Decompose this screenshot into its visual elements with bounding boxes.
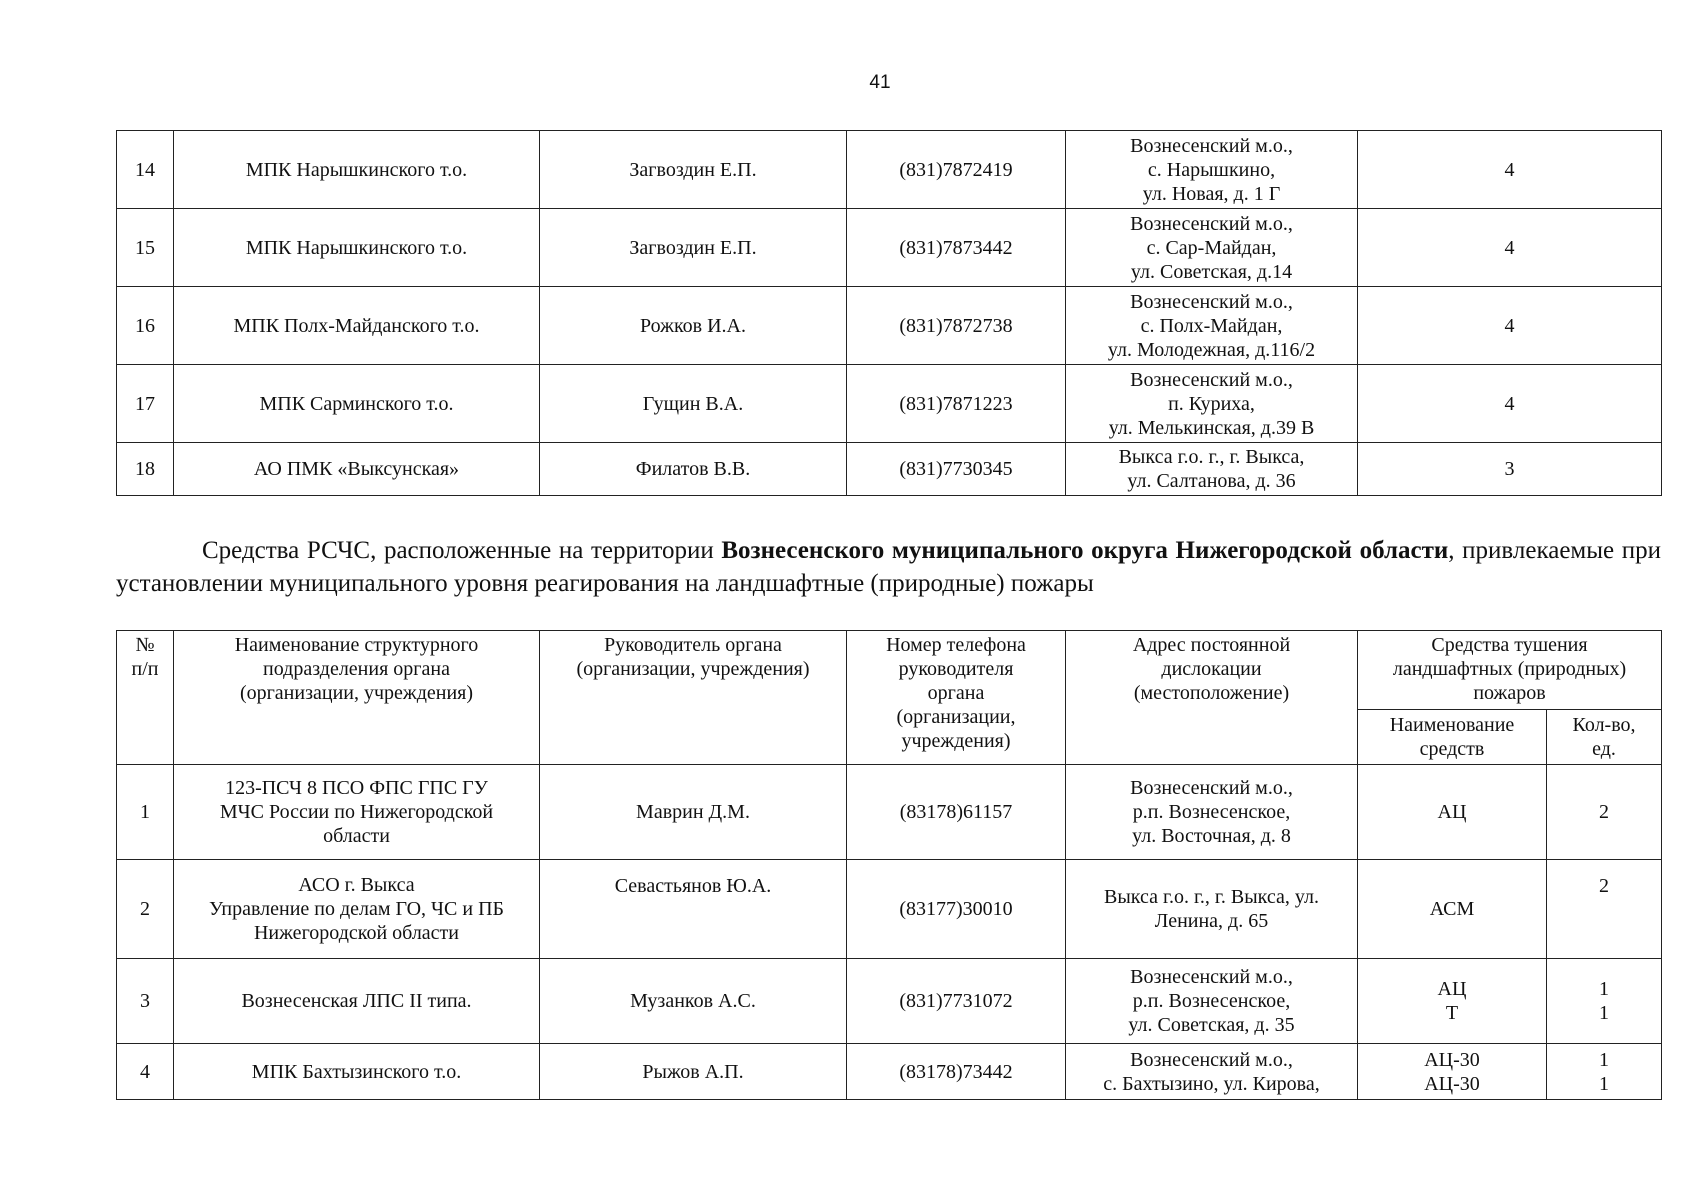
address-line: с. Нарышкино, (1147, 158, 1276, 181)
count: 4 (1358, 131, 1662, 209)
header-line: (организации, (896, 706, 1016, 728)
address-line: с. Полх-Майдан, (1140, 314, 1283, 337)
table-row (117, 959, 1662, 1044)
address (1066, 365, 1358, 443)
address-line: Вознесенский м.о., (1130, 368, 1293, 391)
header-line: Кол-во, (1572, 714, 1636, 736)
count: 4 (1358, 365, 1662, 443)
header-line: (организации, учреждения) (576, 658, 810, 680)
count: 3 (1358, 443, 1662, 496)
address-line: Ленина, д. 65 (1154, 910, 1269, 932)
phone-number: (831)7730345 (847, 443, 1066, 496)
unit-line: Управление по делам ГО, ЧС и ПБ (208, 898, 505, 920)
address-line: ул. Восточная, д. 8 (1132, 825, 1291, 847)
header-line: подразделения органа (263, 658, 450, 680)
means-line: Т (1445, 1002, 1459, 1024)
table-lower (116, 630, 1662, 1100)
address-line: ул. Мелькинская, д.39 В (1108, 416, 1315, 439)
means-name (1358, 1044, 1547, 1100)
address (1066, 860, 1358, 959)
header-head (540, 631, 847, 765)
header-line: дислокации (1161, 658, 1262, 680)
unit-line: Нижегородской области (253, 922, 460, 944)
header-phone (847, 631, 1066, 765)
address (1066, 959, 1358, 1044)
header-line: (организации, учреждения) (239, 682, 474, 704)
unit-name: МПК Полх-Майданского т.о. (174, 287, 540, 365)
address (1066, 443, 1358, 496)
address (1066, 287, 1358, 365)
means-line: АЦ (1437, 978, 1467, 1000)
table-row (117, 860, 1662, 959)
head-name: Музанков А.С. (540, 959, 847, 1044)
means-qty (1547, 959, 1662, 1044)
section-heading (116, 534, 1661, 600)
unit-name (174, 860, 540, 959)
address-line: Вознесенский м.о., (1130, 134, 1293, 157)
head-name: Рыжов А.П. (540, 1044, 847, 1100)
row-number: 3 (117, 959, 174, 1044)
unit-line: МЧС России по Нижегородской (219, 801, 494, 823)
table-row (117, 765, 1662, 860)
means-line: АЦ-30 (1424, 1072, 1480, 1095)
phone-number: (831)7871223 (847, 365, 1066, 443)
address-line: ул. Советская, д. 35 (1128, 1014, 1295, 1036)
address-line: ул. Молодежная, д.116/2 (1107, 338, 1316, 361)
qty-line: 1 (1599, 1072, 1609, 1095)
row-number: 2 (117, 860, 174, 959)
address-line: Вознесенский м.о., (1130, 212, 1293, 235)
header-line: ед. (1592, 738, 1616, 760)
address (1066, 1044, 1358, 1100)
address-line: Вознесенский м.о., (1130, 777, 1293, 799)
address-line: Вознесенский м.о., (1130, 290, 1293, 313)
header-line: Наименование структурного (234, 634, 479, 656)
address-line: Выкса г.о. г., г. Выкса, (1118, 446, 1305, 468)
row-number: 14 (117, 131, 174, 209)
head-name: Гущин В.А. (540, 365, 847, 443)
qty-line: 1 (1599, 978, 1609, 1000)
address-line: Выкса г.о. г., г. Выкса, ул. (1104, 886, 1319, 908)
address (1066, 131, 1358, 209)
address-line: р.п. Вознесенское, (1132, 801, 1291, 823)
table-row (117, 1044, 1662, 1100)
address-line: ул. Салтанова, д. 36 (1127, 470, 1296, 492)
head-name: Севастьянов Ю.А. (540, 860, 847, 959)
phone-number: (831)7872738 (847, 287, 1066, 365)
phone-number: (831)7731072 (847, 959, 1066, 1044)
head-name: Маврин Д.М. (540, 765, 847, 860)
header-line: Руководитель органа (604, 634, 782, 656)
header-line: Наименование (1389, 714, 1515, 736)
header-row (117, 631, 1662, 710)
address-line: р.п. Вознесенское, (1132, 990, 1291, 1012)
row-number: 18 (117, 443, 174, 496)
unit-line: МПК Бахтызинского т.о. (251, 1060, 462, 1083)
qty-line: 1 (1599, 1048, 1609, 1071)
address-line: с. Бахтызино, ул. Кирова, (1103, 1072, 1320, 1095)
header-line: п/п (131, 658, 159, 680)
qty-line: 2 (1599, 801, 1609, 823)
address (1066, 209, 1358, 287)
table-row (117, 287, 1662, 365)
unit-line: 123-ПСЧ 8 ПСО ФПС ГПС ГУ (225, 777, 488, 799)
phone-number: (83178)61157 (847, 765, 1066, 860)
header-line: средств (1419, 738, 1485, 760)
head-name: Загвоздин Е.П. (540, 209, 847, 287)
unit-name: МПК Нарышкинского т.о. (174, 131, 540, 209)
header-line: пожаров (1473, 682, 1546, 704)
count: 4 (1358, 287, 1662, 365)
table-upper (116, 130, 1662, 496)
means-name (1358, 765, 1547, 860)
header-address (1066, 631, 1358, 765)
header-line: учреждения) (901, 730, 1011, 752)
row-number: 15 (117, 209, 174, 287)
address-line: Вознесенский м.о., (1130, 1048, 1293, 1071)
header-means-qty (1547, 710, 1662, 765)
heading-text-end: , привлекаемые при установлении муниципального уровня реагирования на ландшафтные (природные) пожары (116, 537, 1662, 597)
header-means (1358, 631, 1662, 710)
address-line: ул. Новая, д. 1 Г (1142, 182, 1281, 205)
unit-name (174, 765, 540, 860)
row-number: 17 (117, 365, 174, 443)
table-row (117, 443, 1662, 496)
row-number: 1 (117, 765, 174, 860)
header-unit (174, 631, 540, 765)
header-means-name (1358, 710, 1547, 765)
header-line: Адрес постоянной (1132, 634, 1291, 656)
phone-number: (831)7872419 (847, 131, 1066, 209)
address-line: Вознесенский м.о., (1130, 966, 1293, 988)
means-line: АСМ (1429, 898, 1475, 920)
means-qty (1547, 765, 1662, 860)
header-line: ландшафтных (природных) (1392, 658, 1627, 680)
means-name (1358, 959, 1547, 1044)
header-line: Средства тушения (1431, 634, 1588, 656)
unit-line: Вознесенская ЛПС II типа. (241, 990, 472, 1012)
header-num (117, 631, 174, 765)
means-line: АЦ-30 (1424, 1048, 1480, 1071)
heading-bold-text: Вознесенского муниципального округа Нижегородской области (721, 537, 1449, 564)
means-qty (1547, 860, 1662, 959)
means-line: АЦ (1437, 801, 1467, 823)
head-name: Рожков И.А. (540, 287, 847, 365)
header-line: (местоположение) (1133, 682, 1290, 704)
means-name (1358, 860, 1547, 959)
unit-name: МПК Сарминского т.о. (174, 365, 540, 443)
address (1066, 765, 1358, 860)
unit-name: АО ПМК «Выксунская» (174, 443, 540, 496)
head-name: Филатов В.В. (540, 443, 847, 496)
header-line: органа (927, 682, 985, 704)
table-row (117, 209, 1662, 287)
unit-name: МПК Нарышкинского т.о. (174, 209, 540, 287)
unit-name (174, 1044, 540, 1100)
heading-text: Средства РСЧС, расположенные на территории (202, 537, 722, 564)
phone-number: (83178)73442 (847, 1044, 1066, 1100)
header-line: № (135, 634, 155, 656)
table-row (117, 365, 1662, 443)
row-number: 4 (117, 1044, 174, 1100)
count: 4 (1358, 209, 1662, 287)
address-line: с. Сар-Майдан, (1146, 236, 1277, 259)
means-qty (1547, 1044, 1662, 1100)
phone-number: (831)7873442 (847, 209, 1066, 287)
qty-line: 1 (1599, 1002, 1609, 1024)
qty-line: 2 (1599, 875, 1609, 897)
page-number: 41 (869, 72, 891, 93)
head-name: Загвоздин Е.П. (540, 131, 847, 209)
address-line: п. Куриха, (1168, 392, 1255, 415)
address-line: ул. Советская, д.14 (1130, 260, 1293, 283)
row-number: 16 (117, 287, 174, 365)
table-row (117, 131, 1662, 209)
header-line: Номер телефона (886, 634, 1026, 656)
unit-name (174, 959, 540, 1044)
phone-number: (83177)30010 (847, 860, 1066, 959)
unit-line: области (323, 825, 390, 847)
unit-line: АСО г. Выкса (298, 874, 415, 896)
header-line: руководителя (898, 658, 1014, 680)
